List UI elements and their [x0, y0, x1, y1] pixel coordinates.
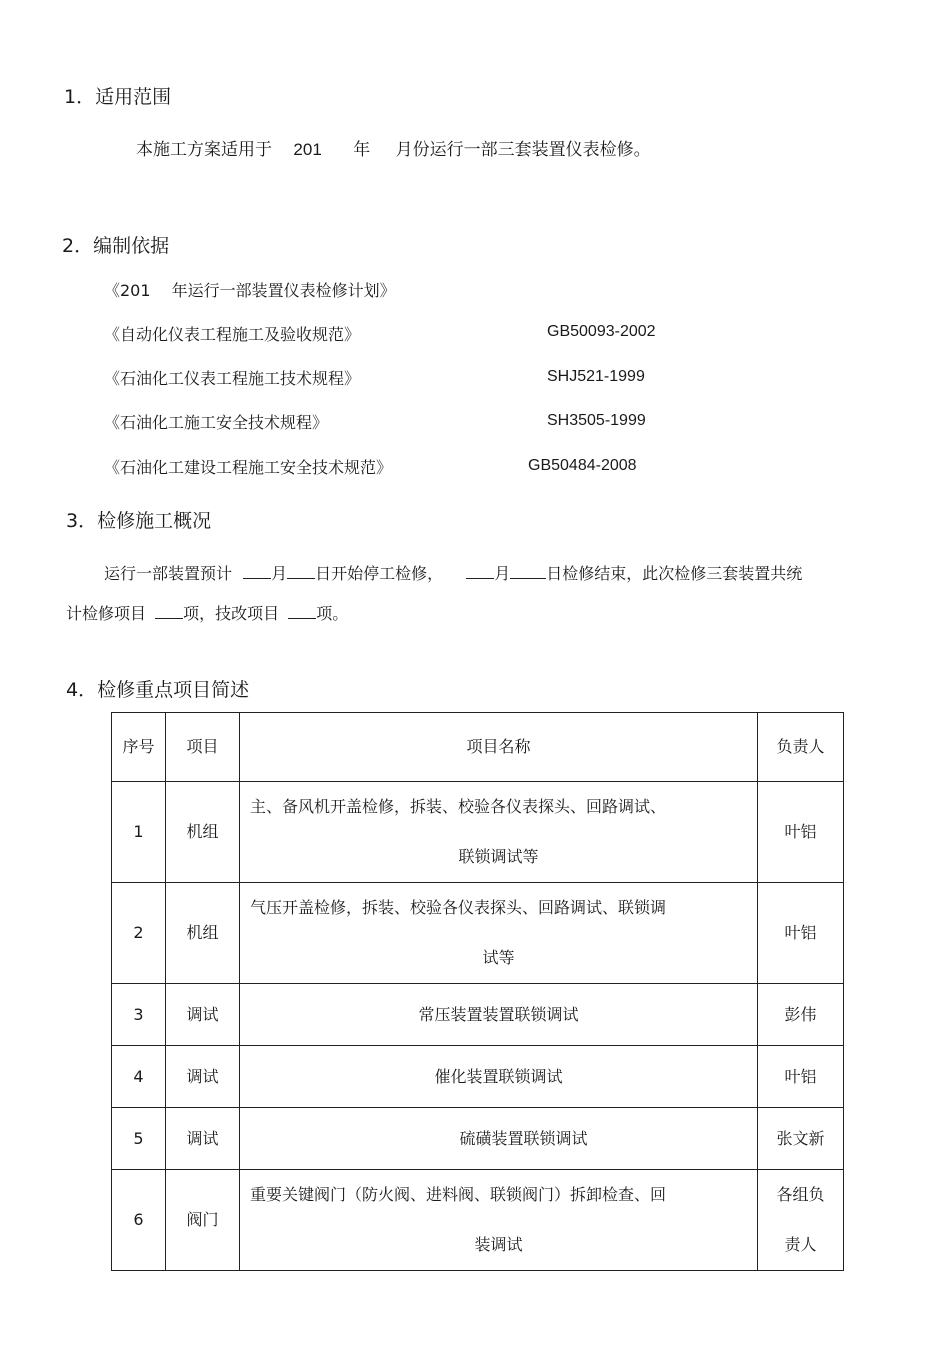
blank-month-start [243, 562, 271, 579]
body-nian: 年 [353, 140, 371, 160]
cell-name: 常压装置装置联锁调试 [240, 984, 758, 1046]
p2b: 项，技改项目 [183, 604, 280, 623]
p2c: 项。 [316, 604, 349, 623]
section-3-line-1 [104, 561, 802, 584]
p1c: 日开始停工检修， [315, 564, 444, 583]
cell-owner [758, 1170, 844, 1271]
p1e: 日检修结束，此次检修三套装置共统 [546, 564, 803, 583]
table-row [112, 1046, 844, 1108]
ref-code-3: SH3505-1999 [547, 412, 646, 429]
cell-type: 调试 [166, 1108, 240, 1170]
ref-title-1: 《自动化仪表工程施工及验收规范》 [104, 325, 361, 344]
name-line-1: 重要关键阀门（防火阀、进料阀、联锁阀门）拆卸检查、回 [250, 1185, 667, 1204]
name-line-2: 联锁调试等 [458, 847, 539, 866]
cell-type: 调试 [166, 1046, 240, 1108]
table-row [112, 883, 844, 984]
header-type: 项目 [166, 713, 240, 782]
ref-title-3: 《石油化工施工安全技术规程》 [104, 413, 329, 432]
section-1-body [136, 135, 651, 160]
cell-type: 调试 [166, 984, 240, 1046]
blank-tech-items [288, 602, 316, 619]
cell-name [240, 883, 758, 984]
ref-title-4: 《石油化工建设工程施工安全技术规范》 [104, 458, 393, 477]
body-pre: 本施工方案适用于 [136, 140, 272, 160]
header-owner: 负责人 [758, 713, 844, 782]
ref-title-2: 《石油化工仪表工程施工技术规程》 [104, 369, 361, 388]
p2a: 计检修项目 [66, 604, 147, 623]
ref-title-0: 《201 年运行一部装置仪表检修计划》 [104, 281, 396, 300]
section-4-heading: 4．检修重点项目简述 [66, 679, 250, 701]
cell-owner: 叶铝 [758, 782, 844, 883]
cell-name: 硫磺装置联锁调试 [240, 1108, 758, 1170]
cell-no: 4 [112, 1046, 166, 1108]
cell-no: 3 [112, 984, 166, 1046]
blank-day-start [287, 562, 315, 579]
section-2-heading: 2．编制依据 [62, 235, 170, 257]
cell-type: 阀门 [166, 1170, 240, 1271]
cell-owner: 彭伟 [758, 984, 844, 1046]
table-row [112, 782, 844, 883]
header-name: 项目名称 [240, 713, 758, 782]
cell-no: 6 [112, 1170, 166, 1271]
name-line-2: 试等 [482, 948, 515, 967]
cell-no: 1 [112, 782, 166, 883]
body-year: 201 [293, 140, 322, 159]
blank-items [155, 602, 183, 619]
section-1-heading: 1．适用范围 [64, 86, 172, 108]
name-line-1: 气压开盖检修，拆装、校验各仪表探头、回路调试、联锁调 [250, 898, 667, 917]
section-3-heading: 3．检修施工概况 [66, 510, 212, 532]
cell-owner: 叶铝 [758, 1046, 844, 1108]
cell-name [240, 782, 758, 883]
p1b: 月 [271, 564, 288, 583]
table-row [112, 984, 844, 1046]
header-no: 序号 [112, 713, 166, 782]
cell-type: 机组 [166, 782, 240, 883]
p1d: 月 [494, 564, 511, 583]
body-post: 月份运行一部三套装置仪表检修。 [395, 140, 651, 160]
ref-code-2: SHJ521-1999 [547, 368, 645, 385]
owner-line-2: 责人 [784, 1235, 817, 1254]
cell-no: 2 [112, 883, 166, 984]
section-3-line-2 [66, 601, 348, 624]
ref-code-4: GB50484-2008 [528, 457, 637, 474]
table-header-row [112, 713, 844, 782]
name-line-2: 装调试 [474, 1235, 523, 1254]
ref-code-1: GB50093-2002 [547, 323, 656, 340]
table-row [112, 1108, 844, 1170]
key-items-table [111, 712, 844, 1271]
blank-day-end [510, 562, 546, 579]
owner-line-1: 各组负 [776, 1185, 825, 1204]
p1a: 运行一部装置预计 [104, 564, 233, 583]
cell-type: 机组 [166, 883, 240, 984]
cell-owner: 张文新 [758, 1108, 844, 1170]
cell-owner: 叶铝 [758, 883, 844, 984]
table-row [112, 1170, 844, 1271]
cell-name: 催化装置联锁调试 [240, 1046, 758, 1108]
blank-month-end [466, 562, 494, 579]
cell-no: 5 [112, 1108, 166, 1170]
name-line-1: 主、备风机开盖检修，拆装、校验各仪表探头、回路调试、 [250, 797, 667, 816]
cell-name [240, 1170, 758, 1271]
